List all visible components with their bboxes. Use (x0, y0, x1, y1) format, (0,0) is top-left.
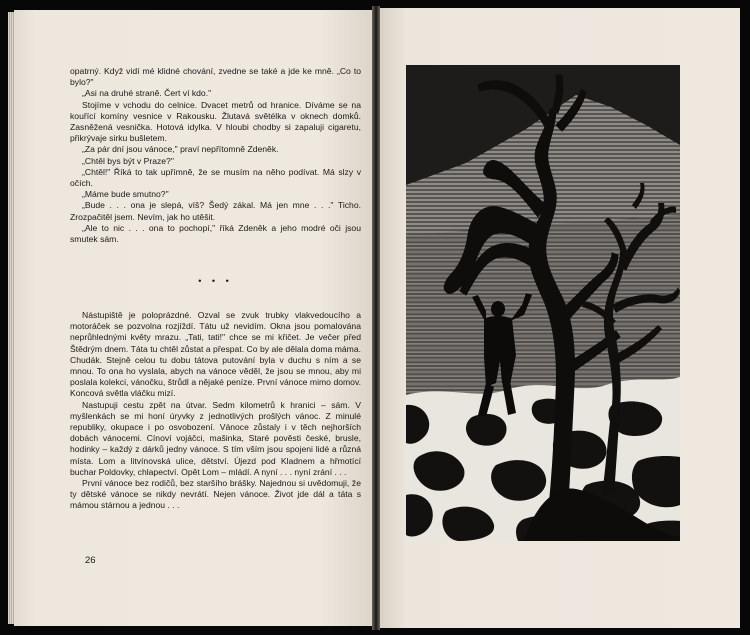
paragraph: „Bude . . . ona je slepá, víš? Šedý zákal. Má jen mne . . ." Ticho. Zrozpačitěl jsem. Nevím, jak ho utěšit. (70, 200, 361, 222)
section-separator: • • • (198, 276, 233, 286)
page-number: 26 (85, 555, 96, 566)
paragraph: Nástupiště je poloprázdné. Ozval se zvuk trubky vlakvedoucího a motoráček se pozvolna rozjíždí. Tátu už nevidím. Okna jsou pomalována neprůhlednými květy mrazu. „Tati, tati!" chce se mi křičet. Je večer před Štědrým dnem. Táta tu chtěl zůstat a přespat. Co by ale dělala doma máma. Chudák. Stejně celou tu dobu tátova putování byla v duchu s ním a se mnou. To ona ho vyslala, abych na vánoce věděl, že jsou se mnou, aby mi poslala kolekci, vánočku, štrůdl a nějaké peníze. První vánoce mimo domov. Koncová světla vláčku mizí. (70, 310, 361, 399)
paragraph: „Máme bude smutno?" (82, 189, 169, 200)
paragraph: „Chtěl!" Říká to tak upřímně, že se musím na něho podívat. Má slzy v očích. (70, 166, 361, 189)
paragraph: „Asi na druhé straně. Čert ví kdo." (82, 88, 212, 99)
text-block-bottom (70, 310, 361, 512)
dead-tree-mountain-figure-illustration (406, 65, 680, 541)
paragraph: „Za pár dní jsou vánoce," praví nepřítomně Zdeněk. (82, 144, 279, 155)
paragraph: Stojíme v vchodu do celnice. Dvacet metrů od hranice. Díváme se na kouřící komíny vesnice v Rakousku. Žlutavá světélka v oknech domků. Zasněžená vesnička. Hotová idylka. V hloubi chodby si zapaluji cigaretu, přikrývaje sirku bušletem. (70, 99, 361, 144)
book-gutter (372, 6, 380, 630)
paragraph: „Chtěl bys být v Praze?" (82, 155, 174, 166)
text-block-top (70, 66, 361, 245)
paragraph: První vánoce bez rodičů, bez staršího bráškу. Najednou si uvědomuji, že ty dětské vánoce se nikdy nevrátí. Nejen vánoce. Život jde dál a táta s mámou stárnou a jednou . . . (70, 478, 361, 511)
paragraph: opatrný. Když vidí mé klidné chování, zvedne se také a jde ke mně. „Co to bylo?" (70, 66, 361, 88)
paragraph: Nastupuji cestu zpět na útvar. Sedm kilometrů k hranici – sám. V myšlenkách se mi honí úryvky z jednotlivých prošlých vánoc. Z minulé republiky, okupace i po osvobození. Vánoce zůstaly i v těch nejhorších dobách vánocemi. Cínoví vojáčci, mašinka, Staré pověsti české, brusle, hodinky – každý z dárků jedny vánoce. S tím vším jsou spojeni lidé a různá místa. Lom a litvínovská ulice, dětství. Újezd pod Kladnem a hřmotící buchar Poldovky, chlapectví. Opět Lom – mládí. A nyní . . . nyní zrání . . . (70, 399, 361, 477)
paragraph: „Ale to nic . . . ona to pochopí," říká Zdeněk a jeho modré oči jsou smutek sám. (70, 222, 361, 245)
